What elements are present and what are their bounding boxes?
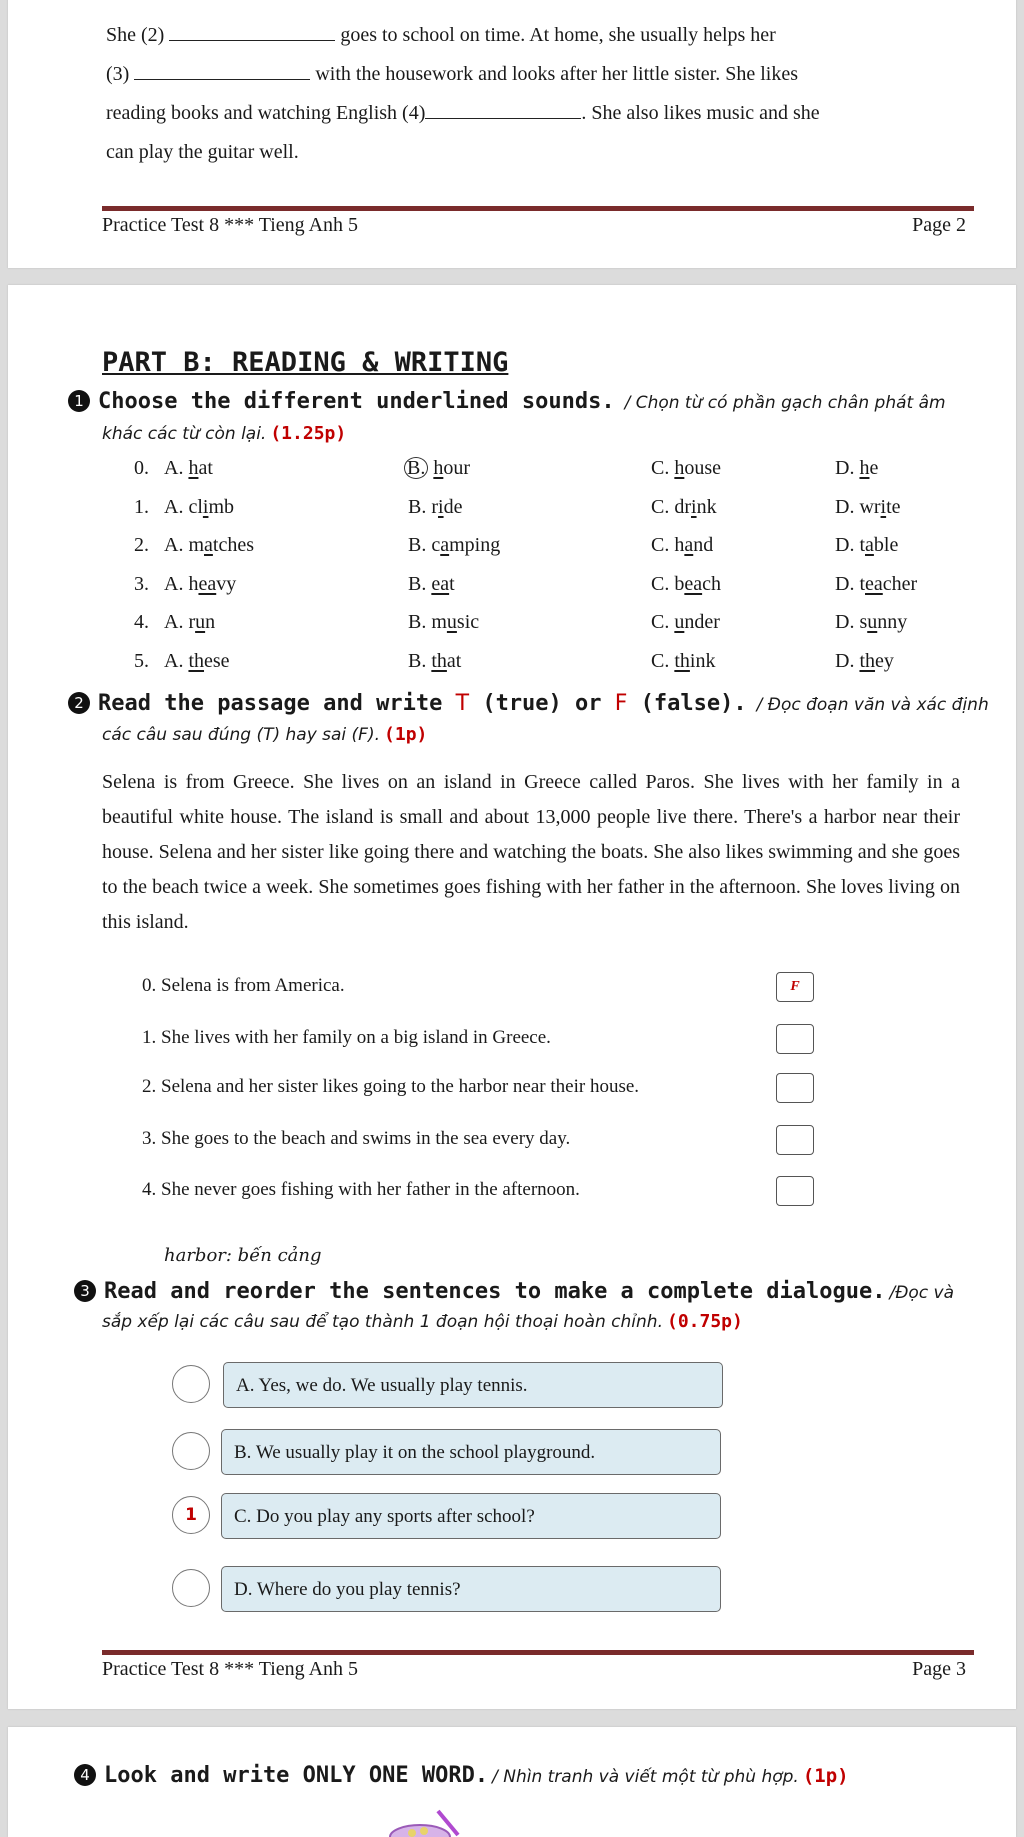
underlined-sound: a [440,534,450,556]
underlined-sound: ea [431,572,450,595]
page-2 [8,0,1016,268]
answer-option[interactable]: A. run [164,611,216,633]
order-number-circle[interactable] [172,1569,210,1607]
statement: 1. She lives with her family on a big island in Greece. [142,1027,551,1048]
true-false-answer-box[interactable] [776,1024,814,1054]
answer-option[interactable]: D. write [835,495,901,518]
underlined-sound: ea [865,572,883,595]
underlined-sound: h [859,457,870,479]
answer-option[interactable]: D. teacher [835,572,918,595]
question-number: 2. [134,534,149,556]
section-number-badge: 4 [74,1764,96,1786]
answer-option[interactable]: A. hat [164,457,213,479]
dialogue-sentence: C. Do you play any sports after school? [221,1493,721,1539]
dialogue-sentence: B. We usually play it on the school playground. [221,1429,721,1475]
section-number-badge: 3 [74,1280,96,1302]
paint-palette-illustration [378,1801,478,1837]
answer-option[interactable]: A. climb [164,495,235,518]
true-false-answer-box[interactable]: F [776,972,814,1002]
answer-blank-4[interactable] [425,102,581,119]
underlined-sound: a [684,534,694,556]
answer-option[interactable]: C. drink [651,495,717,518]
dialogue-sentence: D. Where do you play tennis? [221,1566,721,1612]
underlined-sound: h [674,457,685,479]
glossary-note: harbor: bến cảng [164,1245,322,1266]
answer-option[interactable]: C. hand [651,534,714,556]
points-badge: (1p) [384,724,428,745]
underlined-sound: u [446,611,457,633]
underlined-sound: th [431,649,447,672]
question-number: 1. [134,495,149,518]
underlined-sound: u [674,611,685,633]
answer-option[interactable]: B. music [408,611,480,633]
answer-option[interactable]: A. these [164,649,230,672]
footer-page-number: Page 2 [912,214,966,236]
page-3 [8,285,1016,1709]
answer-blank-3[interactable] [134,63,310,80]
statement: 0. Selena is from America. [142,975,345,996]
answer-option[interactable]: B. ride [408,495,463,518]
reading-passage: Selena is from Greece. She lives on an island in Greece called Paros. She lives with her family in a beautiful white house. The island is small and about 13,000 people live there. There's a harbor near their house. Selena and her sister like going there and watching the boats. She also likes swimming and she goes to the beach twice a week. She sometimes goes fishing with her father in the afternoon. She loves living on this island. [102,771,960,933]
question-number: 5. [134,649,149,672]
question-number: 0. [134,457,149,479]
order-number-circle[interactable] [172,1432,210,1470]
underlined-sound: ea [198,572,217,595]
underlined-sound: a [204,534,213,556]
underlined-sound: u [867,611,878,633]
answer-option[interactable]: D. table [835,534,899,556]
answer-blank-2[interactable] [169,24,335,41]
answer-option[interactable]: C. beach [651,572,721,595]
underlined-sound: h [433,457,444,479]
passage-line-3: (3) with the housework and looks after her little sister. She likes [106,63,799,85]
section-1-instruction: khác các từ còn lại. (1.25p) [102,423,347,444]
statement: 3. She goes to the beach and swims in the sea every day. [142,1128,571,1149]
underlined-sound: i [438,495,444,518]
footer-rule [102,206,974,211]
points-badge: (1p) [802,1765,849,1787]
section-number-badge: 1 [68,390,90,412]
answer-option[interactable]: C. think [651,649,716,672]
order-number-circle[interactable]: 1 [172,1496,210,1534]
underlined-sound: a [865,534,874,556]
section-number-badge: 2 [68,692,90,714]
underlined-sound: i [880,495,887,518]
passage-line-4: reading books and watching English (4) . She also likes music and she [106,102,820,124]
question-number: 4. [134,611,149,633]
underlined-sound: i [691,495,697,518]
section-2-heading: 2 Read the passage and write T (true) or F (false). / Đọc đoạn văn và xác định [68,691,989,716]
footer-left: Practice Test 8 *** Tieng Anh 5 [102,214,359,236]
selected-answer-circle: B. [404,457,428,479]
answer-option[interactable]: C. house [651,457,722,479]
statement: 4. She never goes fishing with her father in the afternoon. [142,1179,580,1200]
section-2-instruction: các câu sau đúng (T) hay sai (F). (1p) [102,724,428,745]
underlined-sound: ea [684,572,703,595]
statement: 2. Selena and her sister likes going to the harbor near their house. [142,1076,640,1097]
true-false-answer-box[interactable] [776,1073,814,1103]
true-false-answer-box[interactable] [776,1125,814,1155]
points-badge: (0.75p) [666,1311,743,1332]
true-false-answer-box[interactable] [776,1176,814,1206]
underlined-sound: u [195,611,206,633]
answer-option[interactable]: A. heavy [164,572,237,595]
footer-left: Practice Test 8 *** Tieng Anh 5 [102,1658,359,1680]
question-number: 3. [134,572,149,595]
answer-option[interactable]: B. camping [408,534,501,556]
answer-option[interactable]: A. matches [164,534,254,556]
section-1-heading: 1 Choose the different underlined sounds. / Chọn từ có phần gạch chân phát âm [68,389,946,414]
passage-line-5: can play the guitar well. [106,141,299,163]
answer-option[interactable]: B. hour [408,457,470,480]
part-title: PART B: READING & WRITING [102,347,509,378]
dialogue-sentence: A. Yes, we do. We usually play tennis. [223,1362,723,1408]
underlined-sound: th [859,649,876,672]
answer-option[interactable]: B. eat [408,572,455,595]
answer-option[interactable]: C. under [651,611,720,633]
answer-option[interactable]: B. that [408,649,462,672]
footer-page-number: Page 3 [912,1658,966,1680]
underlined-sound: th [188,649,205,672]
footer-rule [102,1650,974,1655]
answer-option[interactable]: D. they [835,649,894,672]
answer-option[interactable]: D. he [835,457,879,479]
order-number-circle[interactable] [172,1365,210,1403]
section-4-heading: 4 Look and write ONLY ONE WORD. / Nhìn tranh và viết một từ phù hợp. (1p) [74,1763,849,1788]
points-badge: (1.25p) [270,423,347,444]
section-3-instruction: sắp xếp lại các câu sau để tạo thành 1 đoạn hội thoại hoàn chỉnh. (0.75p) [102,1311,743,1332]
passage-line-2: She (2) goes to school on time. At home, she usually helps her [106,24,776,46]
underlined-sound: i [202,495,209,518]
section-3-heading: 3 Read and reorder the sentences to make a complete dialogue. /Đọc và [74,1279,954,1304]
underlined-sound: h [188,457,199,479]
page-4 [8,1727,1016,1837]
underlined-sound: th [674,649,690,672]
answer-option[interactable]: D. sunny [835,611,908,633]
